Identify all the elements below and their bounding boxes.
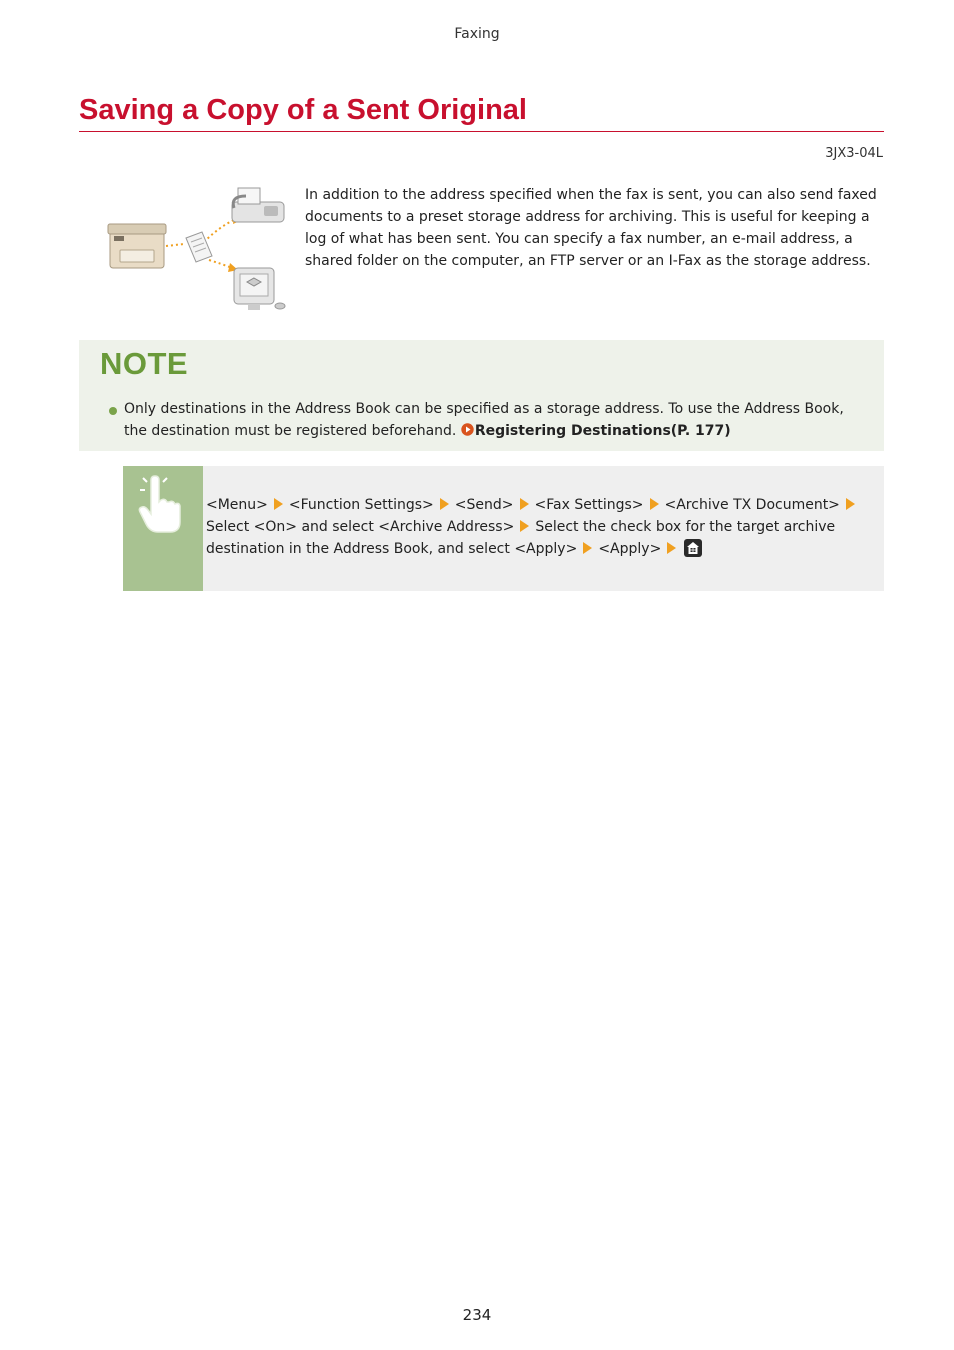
step-select-on: Select <On> and select <Archive Address> <box>206 519 515 535</box>
note-text <box>124 398 864 442</box>
step-arrow-icon <box>440 498 449 510</box>
step-function-settings: <Function Settings> <box>288 497 434 513</box>
hand-pointer-icon <box>123 466 203 546</box>
step-arrow-icon <box>274 498 283 510</box>
step-send: <Send> <box>454 497 514 513</box>
step-apply: <Apply> <box>598 541 662 557</box>
link-label: Registering Destinations(P. 177) <box>474 423 731 439</box>
printer-icon <box>108 224 166 268</box>
running-header: Faxing <box>454 26 500 42</box>
note-title: NOTE <box>100 346 189 381</box>
home-key-icon <box>684 539 702 557</box>
step-arrow-icon <box>520 520 529 532</box>
document-icon <box>186 232 212 262</box>
bullet-icon <box>109 407 117 415</box>
operation-icon-panel <box>123 466 203 591</box>
page-title: Saving a Copy of a Sent Original <box>79 94 884 132</box>
operation-box <box>123 466 884 591</box>
operation-steps <box>206 494 880 560</box>
document-code: 3JX3-04L <box>825 146 883 161</box>
step-arrow-icon <box>520 498 529 510</box>
page-number: 234 <box>462 1306 492 1324</box>
computer-icon <box>234 268 285 310</box>
step-arrow-icon <box>650 498 659 510</box>
registering-destinations-link[interactable] <box>461 423 731 439</box>
link-arrow-icon <box>461 423 474 436</box>
step-arrow-icon <box>583 542 592 554</box>
step-arrow-icon <box>667 542 676 554</box>
fax-icon <box>232 188 284 222</box>
archive-illustration <box>104 182 294 317</box>
step-fax-settings: <Fax Settings> <box>534 497 644 513</box>
note-body: Only destinations in the Address Book can be specified as a storage address. To use the Address Book, the destination must be registered beforehand. <box>124 401 844 439</box>
step-menu: <Menu> <box>206 497 268 513</box>
intro-paragraph: In addition to the address specified when the fax is sent, you can also send faxed documents to a preset storage address for archiving. This is useful for keeping a log of what has been sent. You can specify a fax number, an e-mail address, a shared folder on the computer, an FTP server or an I-Fax as the storage address. <box>305 187 877 269</box>
note-box <box>79 340 884 451</box>
step-arrow-icon <box>846 498 855 510</box>
step-select-destination: Select the check box for the target archive destination in the Address Book, and select <Apply> <box>206 519 836 557</box>
step-archive-tx-document: <Archive TX Document> <box>664 497 840 513</box>
